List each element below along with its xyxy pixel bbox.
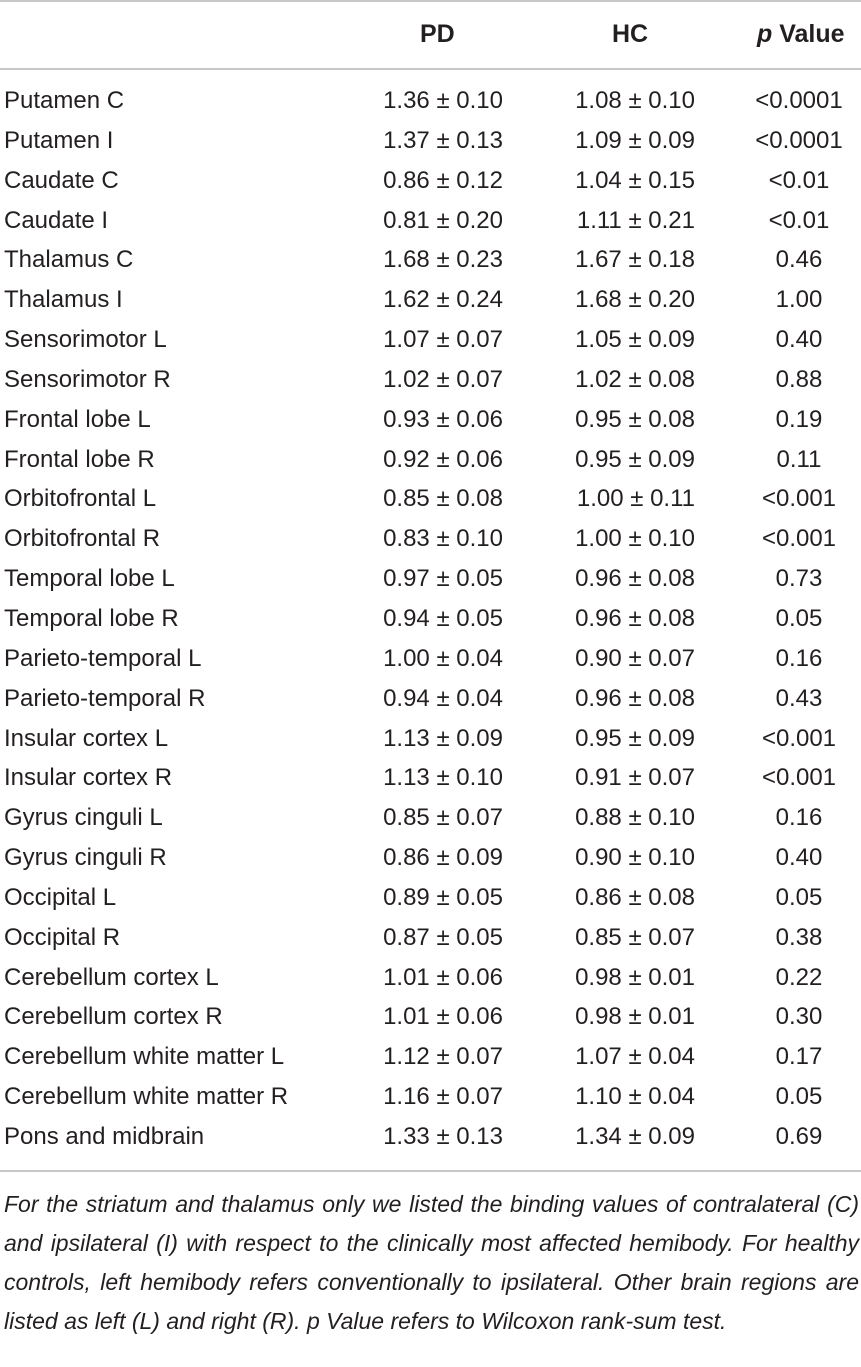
pd-value-cell: 0.85 ± 0.08 — [383, 485, 503, 513]
table-row — [0, 360, 861, 400]
p-value-cell: 0.30 — [775, 1003, 823, 1031]
region-cell: Temporal lobe R — [4, 604, 179, 632]
p-value-cell: 0.73 — [775, 565, 823, 593]
hc-value-cell: 0.90 ± 0.10 — [575, 844, 695, 872]
table-row — [0, 81, 861, 121]
table-row — [0, 559, 861, 599]
table-row — [0, 918, 861, 958]
pd-value-cell: 1.07 ± 0.07 — [383, 326, 503, 354]
region-cell: Cerebellum white matter L — [4, 1043, 285, 1071]
region-cell: Cerebellum cortex R — [4, 1003, 223, 1031]
table-row — [0, 758, 861, 798]
hc-value-cell: 1.68 ± 0.20 — [575, 286, 695, 314]
pd-value-cell: 0.93 ± 0.06 — [383, 405, 503, 433]
table-row — [0, 121, 861, 161]
hc-value-cell: 0.98 ± 0.01 — [575, 963, 695, 991]
hc-value-cell: 0.91 ± 0.07 — [575, 764, 695, 792]
pd-value-cell: 1.02 ± 0.07 — [383, 365, 503, 393]
hc-value-cell: 1.10 ± 0.04 — [575, 1083, 695, 1111]
table-row — [0, 878, 861, 918]
p-value-cell: 0.40 — [775, 844, 823, 872]
region-cell: Insular cortex L — [4, 724, 169, 752]
table-row — [0, 719, 861, 759]
pd-value-cell: 0.89 ± 0.05 — [383, 883, 503, 911]
region-cell: Parieto-temporal R — [4, 684, 206, 712]
region-cell: Sensorimotor L — [4, 326, 167, 354]
p-value-cell: 0.19 — [775, 405, 823, 433]
hc-value-cell: 1.09 ± 0.09 — [575, 126, 695, 154]
pd-value-cell: 0.97 ± 0.05 — [383, 565, 503, 593]
hc-value-cell: 0.85 ± 0.07 — [575, 923, 695, 951]
p-value-cell: 0.38 — [775, 923, 823, 951]
region-cell: Putamen C — [4, 87, 125, 114]
table-row — [0, 639, 861, 679]
p-value-cell: 0.69 — [775, 1122, 823, 1150]
pd-value-cell: 1.16 ± 0.07 — [383, 1083, 503, 1111]
pd-value-cell: 1.33 ± 0.13 — [383, 1122, 503, 1150]
pd-value-cell: 1.01 ± 0.06 — [383, 963, 503, 991]
p-value-cell: <0.001 — [761, 724, 837, 752]
region-cell: Caudate C — [4, 166, 119, 194]
p-value-cell: 0.05 — [775, 604, 823, 632]
table-row — [0, 958, 861, 998]
region-cell: Thalamus C — [4, 246, 134, 274]
region-cell: Temporal lobe L — [4, 565, 175, 593]
hc-value-cell: 0.95 ± 0.09 — [575, 724, 695, 752]
pd-value-cell: 1.36 ± 0.10 — [383, 87, 503, 114]
pd-value-cell: 0.94 ± 0.05 — [383, 604, 503, 632]
table-bottom-rule — [0, 1170, 861, 1172]
pd-value-cell: 1.13 ± 0.10 — [383, 764, 503, 792]
column-header-pd: PD — [420, 20, 455, 48]
p-value-cell: 0.40 — [775, 326, 823, 354]
p-value-cell: 0.22 — [775, 963, 823, 991]
region-cell: Gyrus cinguli R — [4, 844, 167, 872]
p-value-cell: <0.001 — [761, 485, 837, 513]
table-footnote: For the striatum and thalamus only we listed the binding values of contralateral (C) and ipsilateral (I) with respect to the clinically most affected hemibody. For healthy controls, left hemibody refers conventionally to ipsilateral. Other brain regions are listed as left (L) and right (R). p Value refers to Wilcoxon rank-sum test. — [4, 1191, 859, 1334]
p-value-cell: <0.01 — [768, 166, 830, 194]
pd-value-cell: 1.00 ± 0.04 — [383, 644, 503, 672]
hc-value-cell: 0.96 ± 0.08 — [575, 604, 695, 632]
table-row — [0, 201, 861, 241]
hc-value-cell: 0.88 ± 0.10 — [575, 804, 695, 832]
table-row — [0, 838, 861, 878]
hc-value-cell: 0.95 ± 0.09 — [575, 445, 695, 473]
table-row — [0, 679, 861, 719]
pd-value-cell: 0.85 ± 0.07 — [383, 804, 503, 832]
p-value-cell: 0.17 — [775, 1043, 823, 1071]
table-header-row — [0, 14, 861, 54]
hc-value-cell: 1.07 ± 0.04 — [575, 1043, 695, 1071]
hc-value-cell: 1.02 ± 0.08 — [575, 365, 695, 393]
table-row — [0, 599, 861, 639]
table-header-rule — [0, 68, 861, 70]
p-value-cell: <0.0001 — [755, 126, 843, 154]
region-cell: Putamen I — [4, 126, 114, 154]
p-value-cell: 0.46 — [775, 246, 823, 274]
hc-value-cell: 0.98 ± 0.01 — [575, 1003, 695, 1031]
pd-value-cell: 1.01 ± 0.06 — [383, 1003, 503, 1031]
region-cell: Cerebellum white matter R — [4, 1083, 289, 1111]
region-cell: Occipital R — [4, 923, 121, 951]
region-cell: Orbitofrontal R — [4, 525, 161, 553]
table-row — [0, 1037, 861, 1077]
column-header-p-symbol: p — [757, 20, 773, 48]
hc-value-cell: 0.96 ± 0.08 — [575, 684, 695, 712]
p-value-cell: <0.01 — [768, 206, 830, 234]
p-value-cell: 0.43 — [775, 684, 823, 712]
hc-value-cell: 1.00 ± 0.11 — [576, 485, 695, 513]
table-row — [0, 1117, 861, 1157]
hc-value-cell: 0.96 ± 0.08 — [575, 565, 695, 593]
table-row — [0, 240, 861, 280]
table-row — [0, 798, 861, 838]
table-row — [0, 320, 861, 360]
pd-value-cell: 0.81 ± 0.20 — [383, 206, 503, 234]
table-body — [0, 81, 861, 1157]
p-value-cell: 0.16 — [775, 644, 823, 672]
column-header-hc: HC — [612, 20, 649, 48]
hc-value-cell: 1.05 ± 0.09 — [575, 326, 695, 354]
p-value-cell: 0.11 — [776, 445, 822, 473]
region-cell: Sensorimotor R — [4, 365, 171, 393]
hc-value-cell: 1.04 ± 0.15 — [575, 166, 695, 194]
region-cell: Gyrus cinguli L — [4, 804, 163, 832]
pd-value-cell: 1.12 ± 0.07 — [383, 1043, 503, 1071]
region-cell: Occipital L — [4, 883, 117, 911]
table-row — [0, 161, 861, 201]
region-cell: Thalamus I — [4, 286, 123, 314]
column-header-p-value — [757, 14, 845, 54]
hc-value-cell: 1.67 ± 0.18 — [575, 246, 695, 274]
hc-value-cell: 0.95 ± 0.08 — [575, 405, 695, 433]
pd-value-cell: 0.92 ± 0.06 — [383, 445, 503, 473]
region-cell: Caudate I — [4, 206, 109, 234]
pd-value-cell: 0.83 ± 0.10 — [383, 525, 503, 553]
table-row — [0, 519, 861, 559]
pd-value-cell: 1.68 ± 0.23 — [383, 246, 503, 274]
region-cell: Orbitofrontal L — [4, 485, 157, 513]
table-row — [0, 440, 861, 480]
table-top-rule — [0, 0, 861, 2]
table-row — [0, 997, 861, 1037]
region-cell: Pons and midbrain — [4, 1122, 205, 1150]
p-value-cell: 0.88 — [775, 365, 823, 393]
hc-value-cell: 0.86 ± 0.08 — [575, 883, 695, 911]
pd-value-cell: 0.94 ± 0.04 — [383, 684, 503, 712]
hc-value-cell: 0.90 ± 0.07 — [575, 644, 695, 672]
p-value-cell: 0.05 — [775, 883, 823, 911]
hc-value-cell: 1.00 ± 0.10 — [575, 525, 695, 553]
table-row — [0, 479, 861, 519]
p-value-cell: 0.16 — [775, 804, 823, 832]
pd-value-cell: 0.86 ± 0.09 — [383, 844, 503, 872]
region-cell: Frontal lobe R — [4, 445, 155, 473]
table-row — [0, 400, 861, 440]
column-header-p-label: Value — [772, 20, 845, 48]
p-value-cell: 1.00 — [775, 286, 823, 314]
hc-value-cell: 1.11 ± 0.21 — [576, 206, 695, 234]
pd-value-cell: 1.37 ± 0.13 — [383, 126, 503, 154]
hc-value-cell: 1.08 ± 0.10 — [575, 87, 695, 114]
region-cell: Insular cortex R — [4, 764, 173, 792]
region-cell: Frontal lobe L — [4, 405, 151, 433]
hc-value-cell: 1.34 ± 0.09 — [575, 1122, 695, 1150]
p-value-cell: <0.001 — [761, 525, 837, 553]
table-row — [0, 280, 861, 320]
pd-value-cell: 0.86 ± 0.12 — [383, 166, 503, 194]
region-cell: Cerebellum cortex L — [4, 963, 219, 991]
p-value-cell: <0.0001 — [755, 87, 843, 114]
pd-value-cell: 1.62 ± 0.24 — [383, 286, 503, 314]
p-value-cell: <0.001 — [761, 764, 837, 792]
p-value-cell: 0.05 — [775, 1083, 823, 1111]
pd-value-cell: 1.13 ± 0.09 — [383, 724, 503, 752]
table-row — [0, 1077, 861, 1117]
pd-value-cell: 0.87 ± 0.05 — [383, 923, 503, 951]
region-cell: Parieto-temporal L — [4, 644, 202, 672]
